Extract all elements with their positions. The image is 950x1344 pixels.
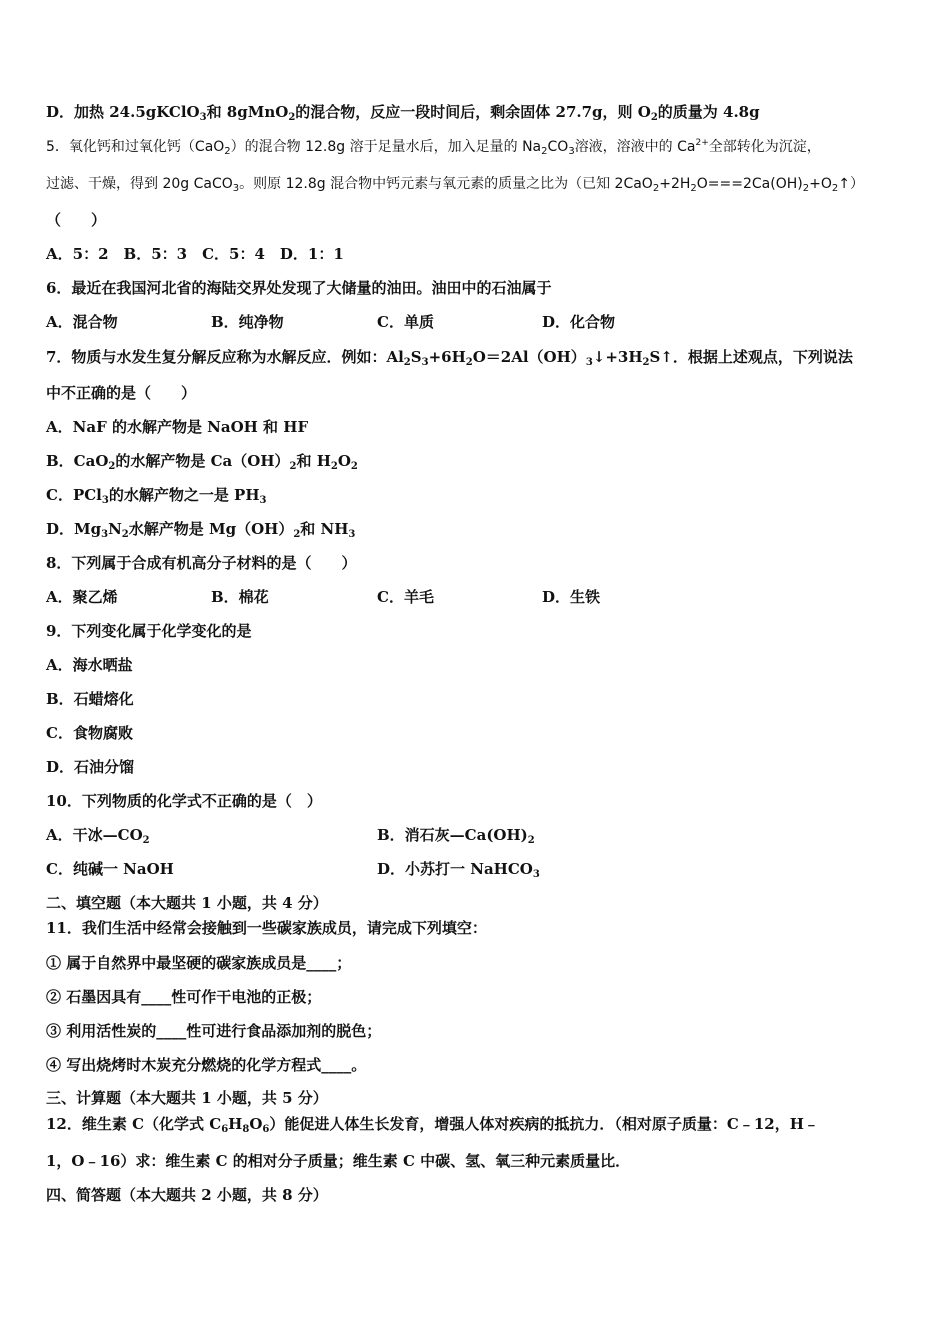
section-heading-fill-blank: 二、填空题（本大题共 1 小题，共 4 分） bbox=[46, 894, 328, 912]
q11-item-2: ② 石墨因具有____性可作干电池的正极； bbox=[46, 988, 322, 1006]
text: 水解产物是 Mg（OH） bbox=[128, 520, 294, 538]
subscript: 3 bbox=[232, 183, 240, 194]
q4-option-d bbox=[46, 102, 760, 122]
text: D．Mg bbox=[46, 520, 102, 538]
q7-option-b bbox=[46, 451, 358, 471]
text: 氧化钙和过氧化钙（CaO bbox=[68, 139, 225, 155]
subscript: 2 bbox=[650, 112, 658, 123]
text: N bbox=[108, 520, 122, 538]
q10-stem: 10．下列物质的化学式不正确的是（ ） bbox=[46, 792, 322, 810]
subscript: 2 bbox=[108, 461, 116, 472]
q9-stem: 9．下列变化属于化学变化的是 bbox=[46, 622, 252, 640]
text: C．PCl bbox=[46, 486, 102, 504]
subscript: 2 bbox=[403, 357, 411, 368]
subscript: 3 bbox=[585, 357, 593, 368]
q12-stem-line1 bbox=[46, 1114, 819, 1134]
q5-options: A．5：2 B．5：3 C．5：4 D．1：1 bbox=[46, 245, 344, 263]
subscript: 6 bbox=[221, 1124, 229, 1135]
text: ↑） bbox=[838, 176, 864, 192]
text: ）的混合物 12.8g 溶于足量水后，加入足量的 Na bbox=[230, 139, 542, 155]
q8-stem: 8．下列属于合成有机高分子材料的是（ ） bbox=[46, 554, 357, 572]
question-number: 5． bbox=[46, 139, 69, 155]
q9-option-b: B．石蜡熔化 bbox=[46, 690, 134, 708]
q6-stem: 6．最近在我国河北省的海陆交界处发现了大储量的油田。油田中的石油属于 bbox=[46, 279, 552, 297]
section-heading-short-answer: 四、简答题（本大题共 2 小题，共 8 分） bbox=[46, 1186, 328, 1204]
subscript: 2 bbox=[690, 183, 697, 194]
q11-item-3: ③ 利用活性炭的____性可进行食品添加剂的脱色； bbox=[46, 1022, 382, 1040]
text: O＝2Al（OH） bbox=[472, 348, 586, 366]
text: 加热 24.5gKClO bbox=[74, 103, 200, 121]
text: 溶液，溶液中的 Ca bbox=[574, 139, 696, 155]
text: 和 H bbox=[296, 452, 331, 470]
q12-stem-line2: 1，O﹣16）求：维生素 C 的相对分子质量；维生素 C 中碳、氢、氧三种元素质量比． bbox=[46, 1152, 631, 1170]
subscript: 3 bbox=[568, 146, 575, 157]
text: ↓+3H bbox=[592, 348, 643, 366]
subscript: 2 bbox=[527, 835, 535, 846]
q5-stem-line1 bbox=[46, 137, 821, 157]
q8-option-c: C．羊毛 bbox=[377, 588, 434, 606]
subscript: 3 bbox=[199, 112, 207, 123]
q11-stem: 11．我们生活中经常会接触到一些碳家族成员，请完成下列填空： bbox=[46, 919, 487, 937]
q7-option-c bbox=[46, 485, 266, 505]
text: 12．维生素 C（化学式 C bbox=[46, 1115, 222, 1133]
subscript: 2 bbox=[224, 146, 231, 157]
subscript: 2 bbox=[142, 835, 150, 846]
text: O bbox=[337, 452, 351, 470]
q10-option-d bbox=[377, 859, 540, 879]
subscript: 2 bbox=[802, 183, 810, 194]
text: 和 8gMnO bbox=[206, 103, 289, 121]
subscript: 2 bbox=[541, 146, 548, 157]
text: CO bbox=[547, 139, 569, 155]
subscript: 2 bbox=[350, 461, 358, 472]
text: B．消石灰—Ca(OH) bbox=[377, 826, 528, 844]
q10-option-a bbox=[46, 825, 150, 845]
subscript: 3 bbox=[348, 529, 356, 540]
subscript: 3 bbox=[101, 495, 109, 506]
q11-item-1: ① 属于自然界中最坚硬的碳家族成员是____； bbox=[46, 954, 352, 972]
subscript: 2 bbox=[465, 357, 473, 368]
q5-stem-line2 bbox=[46, 174, 864, 194]
q7-stem-line1 bbox=[46, 347, 853, 367]
text: 全部转化为沉淀， bbox=[708, 139, 821, 155]
subscript: 3 bbox=[259, 495, 267, 506]
subscript: 2 bbox=[288, 112, 296, 123]
q10-option-b bbox=[377, 825, 535, 845]
text: H bbox=[228, 1115, 243, 1133]
text: +O bbox=[809, 176, 832, 192]
q5-answer-paren: （ ） bbox=[46, 211, 107, 229]
subscript: 3 bbox=[421, 357, 429, 368]
q8-option-d: D．生铁 bbox=[542, 588, 601, 606]
text: A．干冰—CO bbox=[46, 826, 143, 844]
subscript: 2 bbox=[121, 529, 129, 540]
subscript: 2 bbox=[293, 529, 301, 540]
q6-option-d: D．化合物 bbox=[542, 313, 616, 331]
subscript: 3 bbox=[532, 869, 540, 880]
superscript: 2+ bbox=[695, 138, 709, 148]
text: 和 NH bbox=[300, 520, 349, 538]
subscript: 2 bbox=[831, 183, 839, 194]
q9-option-c: C．食物腐败 bbox=[46, 724, 133, 742]
text: 的混合物，反应一段时间后，剩余固体 27.7g，则 O bbox=[295, 103, 651, 121]
subscript: 2 bbox=[330, 461, 338, 472]
text: O===2Ca(OH) bbox=[696, 176, 803, 192]
q6-option-a: A．混合物 bbox=[46, 313, 118, 331]
subscript: 2 bbox=[289, 461, 297, 472]
text: S↑．根据上述观点，下列说法 bbox=[649, 348, 853, 366]
subscript: 2 bbox=[652, 183, 660, 194]
text: 过滤、干燥，得到 20g CaCO bbox=[46, 176, 233, 192]
subscript: 2 bbox=[642, 357, 650, 368]
section-heading-calculation: 三、计算题（本大题共 1 小题，共 5 分） bbox=[46, 1089, 328, 1107]
q7-option-d bbox=[46, 519, 355, 539]
q7-stem-line2: 中不正确的是（ ） bbox=[46, 384, 197, 402]
q11-item-4: ④ 写出烧烤时木炭充分燃烧的化学方程式____。 bbox=[46, 1056, 367, 1074]
text: O bbox=[249, 1115, 263, 1133]
text: +2H bbox=[659, 176, 691, 192]
text: 。则原 12.8g 混合物中钙元素与氧元素的质量之比为（已知 2CaO bbox=[239, 176, 653, 192]
text: S bbox=[410, 348, 422, 366]
q8-option-a: A．聚乙烯 bbox=[46, 588, 118, 606]
text: ）能促进人体生长发育，增强人体对疾病的抵抗力．（相对原子质量：C﹣12，H﹣ bbox=[269, 1115, 819, 1133]
q6-option-b: B．纯净物 bbox=[211, 313, 284, 331]
subscript: 8 bbox=[242, 1124, 250, 1135]
q8-option-b: B．棉花 bbox=[211, 588, 269, 606]
q9-option-a: A．海水晒盐 bbox=[46, 656, 133, 674]
text: B．CaO bbox=[46, 452, 109, 470]
subscript: 3 bbox=[101, 529, 109, 540]
text: 的水解产物之一是 PH bbox=[108, 486, 260, 504]
q9-option-d: D．石油分馏 bbox=[46, 758, 135, 776]
text: 的质量为 4.8g bbox=[657, 103, 760, 121]
text: 7．物质与水发生复分解反应称为水解反应．例如：Al bbox=[46, 348, 404, 366]
text: 的水解产物是 Ca（OH） bbox=[115, 452, 290, 470]
text: +6H bbox=[428, 348, 466, 366]
q7-option-a: A．NaF 的水解产物是 NaOH 和 HF bbox=[46, 418, 309, 436]
subscript: 6 bbox=[262, 1124, 270, 1135]
option-label: D． bbox=[46, 103, 75, 121]
text: D．小苏打一 NaHCO bbox=[377, 860, 533, 878]
q6-option-c: C．单质 bbox=[377, 313, 434, 331]
q10-option-c: C．纯碱一 NaOH bbox=[46, 860, 174, 878]
